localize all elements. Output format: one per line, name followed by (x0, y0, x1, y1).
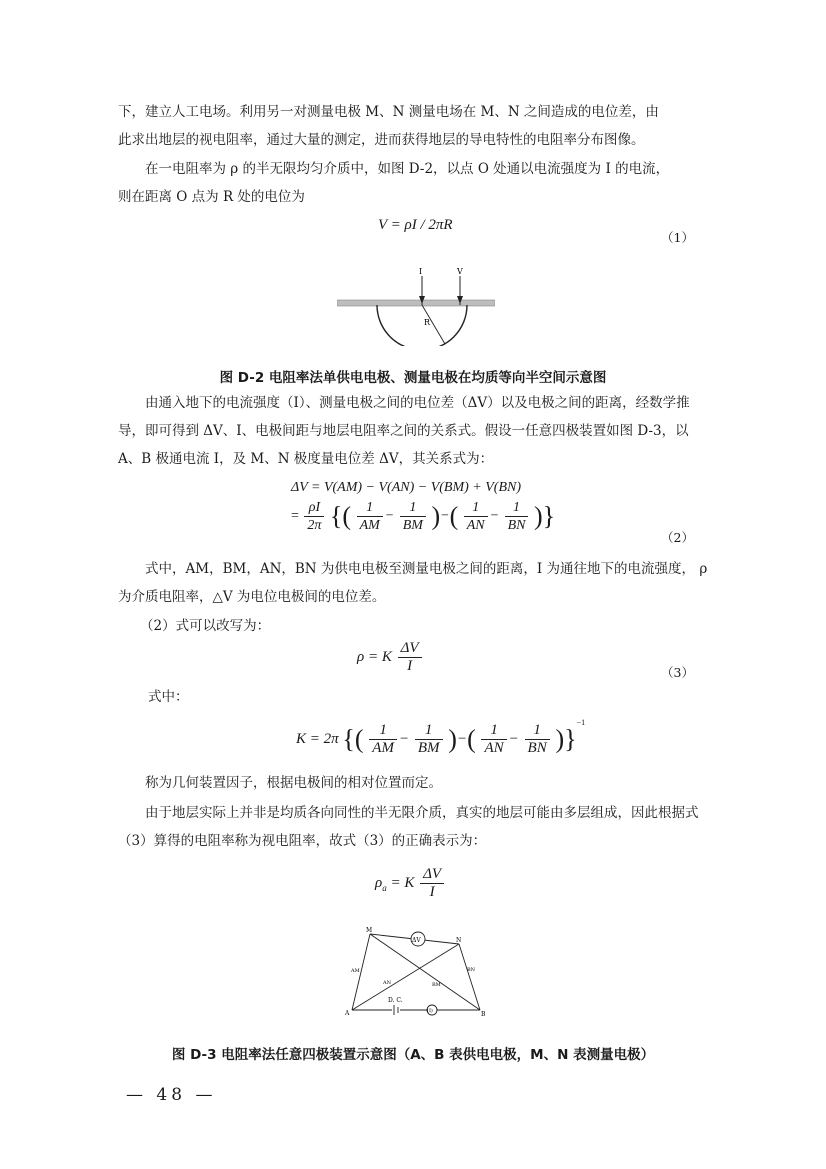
label-BM: BM (432, 982, 441, 988)
eq2-one-c: 1 (464, 499, 488, 517)
eq2-one-d: 1 (505, 499, 529, 517)
label-V: V (457, 267, 463, 276)
equipotential-semicircle (377, 305, 467, 346)
eq2-equals: = (291, 508, 299, 524)
ammeter-label: (I) (427, 1008, 433, 1014)
eq-rhoa-rhs: = K (390, 874, 415, 891)
paragraph-4: 式中，AM，BM，AN，BN 为供电电极至测量电极之间的距离，I 为通往地下的电流强度， ρ为介质电阻率，△V 为电位电极间的电位差。 (118, 561, 708, 605)
equation-1-number: （1） (661, 230, 694, 245)
equation-3 (357, 640, 424, 675)
paragraph-5: （2）式可以改写为： (140, 618, 271, 634)
paragraph-7: 称为几何装置因子，根据电极间的相对位置而定。 (145, 775, 442, 791)
paragraph-1-line-2: 此求出地层的视电阻率，通过大量的测定，进而获得地层的导电特性的电阻率分布图像。 (118, 132, 645, 148)
eqK-lhs: K = 2π (296, 731, 339, 747)
label-N: N (456, 937, 462, 944)
label-B: B (481, 1011, 486, 1018)
eqK-AN: AN (484, 740, 504, 757)
label-BN: BN (467, 967, 476, 973)
paragraph-2 (118, 155, 710, 211)
battery-symbol (392, 1006, 400, 1014)
eq3-dV: ΔV (398, 640, 422, 658)
eq-rhoa-dV: ΔV (420, 866, 444, 884)
eq2-one-b: 1 (400, 499, 426, 517)
eq-rhoa-sub: a (382, 882, 387, 893)
page-number: — 48 — (126, 1085, 217, 1105)
paragraph-3: 由通入地下的电流强度（I）、测量电极之间的电位差（ΔV）以及电极之间的距离，经数学推导，即可得到 ΔV、I、电极间距与地层电阻率之间的关系式。假设一任意四极装置如图 D-3，以 A、B 极通电流 I，及 M、N 极度量电位差 ΔV，其关系式为： (118, 395, 690, 467)
ground-surface (337, 300, 495, 306)
eq2-BN: BN (507, 518, 526, 533)
figure-d2-diagram (337, 262, 495, 346)
paragraph-1 (118, 98, 710, 154)
figure-d3-caption: 图 D-3 电阻率法任意四极装置示意图（A、B 表供电电极，M、N 表测量电极） (171, 1047, 655, 1063)
paragraph-2-line-2: 则在距离 O 点为 R 处的电位为 (118, 189, 305, 205)
voltmeter-label: ΔV (412, 937, 421, 944)
eq2-2pi: 2π (307, 518, 322, 533)
eqK-BM: BM (417, 740, 440, 757)
eq3-I: I (407, 658, 413, 674)
equation-3-number: （3） (661, 665, 694, 680)
equation-2-line-1: ΔV = V(AM) − V(AN) − V(BM) + V(BN) (291, 480, 522, 495)
equation-2-number: （2） (661, 530, 694, 545)
eqK-AM: AM (372, 740, 394, 757)
eq2-one-a: 1 (357, 499, 383, 517)
line-B-N (459, 944, 480, 1010)
label-M: M (366, 927, 373, 934)
eq-rhoa-symbol: ρ (375, 874, 383, 891)
eq2-rhoI: ρI (304, 499, 324, 517)
label-R: R (424, 318, 431, 327)
eqK-BN: BN (527, 740, 547, 757)
line-A-N (352, 944, 459, 1010)
eqK-exponent: −1 (576, 718, 586, 727)
eq2-AM: AM (359, 518, 380, 533)
label-A: A (345, 1010, 350, 1017)
figure-d3-diagram (340, 924, 492, 1020)
equation-K: K = 2π {( $\frac{1}{AM}$ − $\frac{1}{BM}$ )−( $\frac{1}{AN}$ − $\frac{1}{BN}$ )}$^{-1}$ (296, 718, 586, 757)
paragraph-8: 由于地层实际上并非是均质各向同性的半无限介质，真实的地层可能由多层组成，因此根据式（3）算得的电阻率称为视电阻率，故式（3）的正确表示为： (118, 805, 699, 849)
label-AM: AM (351, 968, 360, 974)
figure-d2-caption: 图 D-2 电阻率法单供电电极、测量电极在均质等向半空间示意图 (219, 370, 607, 386)
eq3-lhs: ρ = K (357, 648, 392, 665)
paragraph-2-line-1: 在一电阻率为 ρ 的半无限均匀介质中，如图 D-2，以点 O 处通以电流强度为 I 的电流， (145, 161, 670, 177)
equation-2-line-2: = $\frac{\rho I}{2\pi}$ {( $\frac{1}{AM}$ − $\frac{1}{BM}$ )−( $\frac{1}{AN}$ − $\frac{1}{BN}$ )} (291, 500, 556, 533)
eq-rhoa-I: I (429, 884, 435, 900)
label-I: I (419, 267, 423, 276)
eq2-BM: BM (402, 518, 423, 533)
eq2-AN: AN (466, 518, 485, 533)
equation-1: V = ρI / 2πR (378, 217, 453, 233)
paragraph-6: 式中： (148, 689, 189, 705)
label-AN: AN (383, 980, 391, 986)
line-B-M (370, 934, 480, 1010)
equation-rho-a (375, 866, 446, 901)
paragraph-1-line-1: 下，建立人工电场。利用另一对测量电极 M、N 测量电场在 M、N 之间造成的电位差，由 (118, 104, 659, 120)
dc-label: D. C. (388, 997, 403, 1004)
